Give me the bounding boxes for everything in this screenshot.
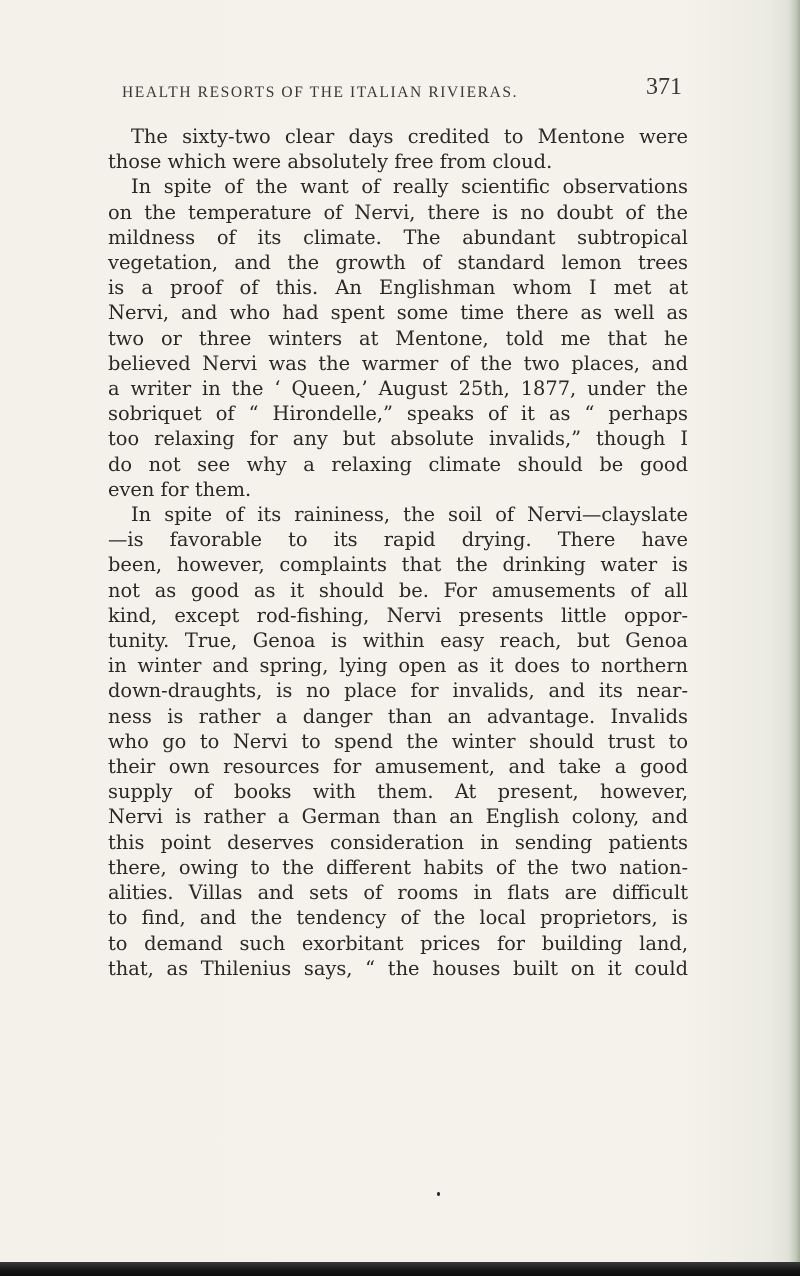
text-line: do not see why a relaxing climate should be good xyxy=(108,452,688,476)
scan-bottom-border xyxy=(0,1262,800,1276)
text-line: their own resources for amusement, and take a good xyxy=(108,755,688,779)
text-line: believed Nervi was the warmer of the two places, and xyxy=(108,351,688,375)
text-line: this point deserves consideration in sending patients xyxy=(108,830,688,854)
body-text xyxy=(108,124,688,981)
page-edge-shadow xyxy=(788,0,800,1276)
text-line: is a proof of this. An Englishman whom I met at xyxy=(108,276,688,300)
text-line: tunity. True, Genoa is within easy reach, but Genoa xyxy=(108,629,688,653)
text-line: to find, and the tendency of the local proprietors, is xyxy=(108,906,688,930)
text-line: been, however, complaints that the drinking water is xyxy=(108,553,688,577)
text-line: alities. Villas and sets of rooms in flats are difficult xyxy=(108,881,688,905)
text-line: mildness of its climate. The abundant subtropical xyxy=(108,225,688,249)
text-line: even for them. xyxy=(108,477,252,501)
text-line: two or three winters at Mentone, told me that he xyxy=(108,326,688,350)
text-line: The sixty-two clear days credited to Mentone were xyxy=(131,125,688,148)
text-line: to demand such exorbitant prices for building land, xyxy=(108,931,688,955)
text-line: In spite of the want of really scientific observations xyxy=(131,175,688,199)
text-line: on the temperature of Nervi, there is no doubt of the xyxy=(108,200,688,224)
text-line: not as good as it should be. For amusements of all xyxy=(108,578,688,602)
text-line: down-draughts, is no place for invalids, and its near- xyxy=(108,679,688,703)
text-line: ness is rather a danger than an advantage. Invalids xyxy=(108,704,688,728)
page-header xyxy=(122,74,682,108)
text-line: there, owing to the different habits of the two nation- xyxy=(108,855,688,879)
text-line: who go to Nervi to spend the winter should trust to xyxy=(108,729,688,753)
text-line: Nervi, and who had spent some time there as well as xyxy=(108,301,688,325)
text-line: Nervi is rather a German than an English colony, and xyxy=(108,805,688,829)
page-number: 371 xyxy=(646,74,682,100)
text-line: a writer in the ‘ Queen,’ August 25th, 1877, under the xyxy=(108,377,688,401)
text-line: kind, except rod-fishing, Nervi presents little oppor- xyxy=(108,603,688,627)
running-head: HEALTH RESORTS OF THE ITALIAN RIVIERAS. xyxy=(122,84,519,101)
text-line: In spite of its raininess, the soil of Nervi—clayslate xyxy=(131,503,688,527)
text-line: —is favorable to its rapid drying. There have xyxy=(108,528,688,552)
text-line: supply of books with them. At present, however, xyxy=(108,780,688,804)
text-line: sobriquet of “ Hirondelle,” speaks of it as “ perhaps xyxy=(108,402,688,426)
text-line: too relaxing for any but absolute invalids,” though I xyxy=(108,427,688,451)
text-line: those which were absolutely free from cloud. xyxy=(108,150,553,174)
text-line: vegetation, and the growth of standard lemon trees xyxy=(108,251,688,275)
ink-speck xyxy=(437,1192,440,1196)
text-line: in winter and spring, lying open as it does to northern xyxy=(108,654,688,678)
text-line: that, as Thilenius says, “ the houses built on it could xyxy=(108,956,688,980)
